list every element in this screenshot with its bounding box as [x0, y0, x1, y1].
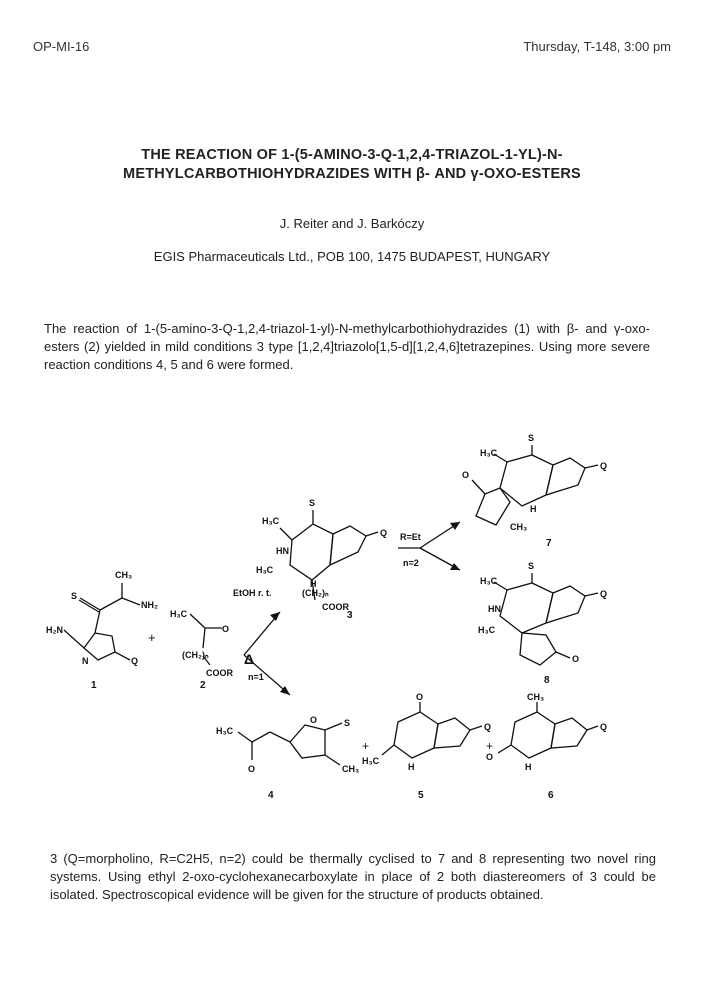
pyrimidine-ring-6	[511, 712, 555, 758]
compound-number-8: 8	[544, 675, 550, 686]
o-label-5: O	[416, 692, 424, 702]
plus-sign-3: +	[486, 739, 494, 753]
q-label-3: Q	[380, 528, 388, 538]
compound-7-structure	[462, 433, 607, 549]
compound-6-structure	[486, 692, 607, 801]
compound-number-1: 1	[91, 680, 97, 691]
compound-1-structure	[46, 570, 158, 691]
hn-label-8: HN	[488, 604, 501, 614]
arrow-head-to-3	[270, 612, 280, 621]
pyrimidine-ring-5	[394, 712, 438, 758]
triazole-ring-5	[434, 718, 470, 748]
h3c-label-7: H₃C	[480, 448, 498, 458]
triazole-ring-6	[551, 718, 587, 748]
coor-label-2: COOR	[206, 668, 233, 678]
n-label: N	[82, 656, 89, 666]
q-label: Q	[131, 656, 139, 666]
ring-8a	[500, 583, 553, 633]
nh2-label: NH₂	[141, 600, 158, 610]
s-label: S	[71, 591, 78, 601]
arrow-head-to-8	[450, 563, 460, 570]
compound-number-4: 4	[268, 790, 274, 801]
hn-label-3: HN	[276, 546, 289, 556]
s-label-8: S	[528, 561, 535, 571]
compound-number-5: 5	[418, 790, 424, 801]
compound-2-structure	[170, 609, 234, 691]
ring-8c	[520, 633, 556, 665]
authors: J. Reiter and J. Barkóczy	[279, 216, 425, 231]
triazole-ring-1	[84, 633, 115, 660]
tetrazepine-ring-3	[290, 524, 333, 580]
q-label-7: Q	[600, 461, 608, 471]
h3c-label-3a: H₃C	[262, 516, 280, 526]
ring-7b	[546, 458, 585, 495]
title-line-2: METHYLCARBOTHIOHYDRAZIDES WITH β- AND γ-OXO-ESTERS	[123, 166, 581, 182]
compound-5-structure	[362, 692, 494, 801]
q-label-8: Q	[600, 589, 608, 599]
h-label-5: H	[408, 762, 415, 772]
o-label-8: O	[572, 654, 580, 664]
o-label-6: O	[486, 752, 494, 762]
session-code: OP-MI-16	[33, 39, 90, 54]
plus-sign-2: +	[362, 739, 370, 753]
h-label-6: H	[525, 762, 532, 772]
paper-title	[60, 146, 644, 184]
h3c-label-5: H₃C	[362, 756, 380, 766]
compound-4-structure	[216, 715, 359, 801]
triazole-ring-3	[330, 526, 366, 565]
ch2n-label-2: (CH₂)ₙ	[182, 650, 209, 660]
compound-3-structure	[256, 498, 387, 621]
ch3-label-7: CH₃	[510, 522, 528, 532]
reaction-scheme	[0, 420, 704, 830]
heat-symbol: Δ	[244, 651, 255, 667]
title-line-1: THE REACTION OF 1-(5-AMINO-3-Q-1,2,4-TRIAZOL-1-YL)-N-	[141, 147, 563, 163]
ch3-label: CH₃	[115, 570, 133, 580]
s-label-7: S	[528, 433, 535, 443]
condition-n: n=2	[403, 558, 419, 568]
coor-label-3: COOR	[322, 602, 349, 612]
h3c-label-3b: H₃C	[256, 565, 274, 575]
s-label-3: S	[309, 498, 316, 508]
h3c-label-8: H₃C	[480, 576, 498, 586]
h3c-label-4: H₃C	[216, 726, 234, 736]
condition-heat-n: n=1	[248, 672, 264, 682]
plus-sign-1: +	[148, 630, 156, 645]
ring-7c	[476, 488, 510, 525]
h2n-label: H₂N	[46, 625, 63, 635]
s-label-4: S	[344, 718, 351, 728]
footer-text: 3 (Q=morpholino, R=C2H5, n=2) could be thermally cyclised to 7 and 8 representing two novel ring systems. Using ethyl 2-oxo-cyclohexanecarboxylate in place of 2 both diastereomers of 3 could be isolated. Spectroscopical evidence will be given for the structure of products obtained.	[50, 851, 656, 902]
ch2n-label-3: (CH₂)ₙ	[302, 588, 329, 598]
h3c-label-2: H₃C	[170, 609, 188, 619]
o-label-2: O	[222, 624, 230, 634]
ch3-label-6: CH₃	[527, 692, 545, 702]
h-label-7: H	[530, 504, 537, 514]
condition-r: R=Et	[400, 532, 421, 542]
o-label-4b: O	[310, 715, 318, 725]
ring-8b	[546, 586, 585, 623]
arrow-head-to-7	[450, 522, 460, 530]
compound-number-6: 6	[548, 790, 554, 801]
h-label-3: H	[310, 579, 317, 589]
ch3-label-4: CH₃	[342, 764, 360, 774]
h3c-label-8b: H₃C	[478, 625, 496, 635]
affiliation: EGIS Pharmaceuticals Ltd., POB 100, 1475 BUDAPEST, HUNGARY	[153, 249, 551, 264]
condition-mild: EtOH r. t.	[233, 588, 272, 598]
o-label-7: O	[462, 470, 470, 480]
compound-number-2: 2	[200, 680, 206, 691]
session-time: Thursday, T-148, 3:00 pm	[523, 39, 671, 54]
compound-number-7: 7	[546, 538, 552, 549]
q-label-6: Q	[600, 722, 608, 732]
abstract-text: The reaction of 1-(5-amino-3-Q-1,2,4-triazol-1-yl)-N-methylcarbothiohydrazides (1) with β- and γ-oxo-esters (2) yielded in mild conditions 3 type [1,2,4]triazolo[1,5-d][1,2,4,6]tetrazepines. Using more severe reaction conditions 4, 5 and 6 were formed.	[44, 321, 650, 372]
compound-8-structure	[478, 561, 607, 686]
q-label-5: Q	[484, 722, 492, 732]
compound-number-3: 3	[347, 610, 353, 621]
oxadiazole-ring-4	[290, 725, 325, 758]
o-label-4a: O	[248, 764, 256, 774]
